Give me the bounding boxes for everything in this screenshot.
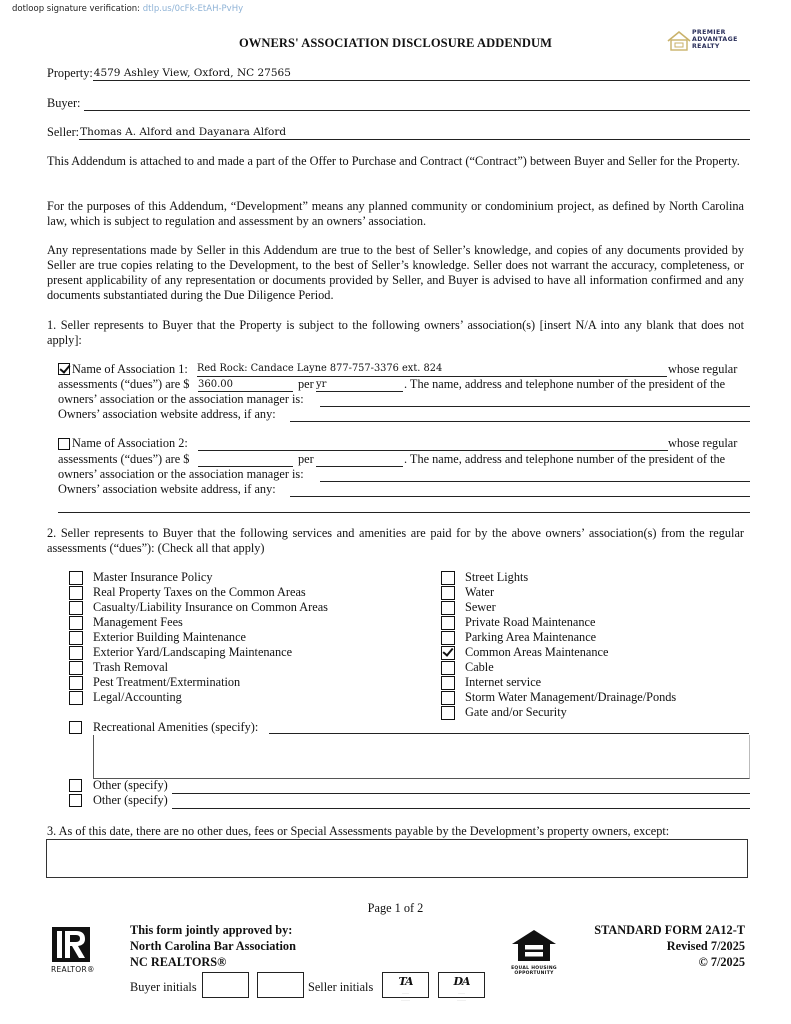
association-1-manager-input[interactable] bbox=[320, 392, 750, 407]
association-2-per-input[interactable] bbox=[316, 452, 403, 467]
service-checkbox[interactable] bbox=[441, 646, 455, 660]
association-2-manager-input[interactable] bbox=[320, 467, 750, 482]
service-label: Street Lights bbox=[465, 570, 529, 584]
verification-link[interactable]: dtlp.us/0cFk-EtAH-PvHy bbox=[142, 4, 244, 14]
service-checkbox[interactable] bbox=[69, 586, 83, 600]
association-1-manager-label: owners’ association or the association manager is: bbox=[58, 392, 304, 406]
form-copyright: © 7/2025 bbox=[698, 955, 745, 969]
seller-field bbox=[47, 124, 750, 140]
form-number: STANDARD FORM 2A12-T bbox=[594, 923, 745, 937]
section-2-heading: 2. Seller represents to Buyer that the following services and amenities are paid for by the above owners’ association(s) from the regular assessments (“dues”): (Check all that apply) bbox=[47, 526, 744, 555]
buyer-field bbox=[47, 95, 750, 111]
service-checkbox[interactable] bbox=[441, 631, 455, 645]
association-2-whose-text: whose regular bbox=[668, 436, 738, 450]
service-checkbox[interactable] bbox=[69, 631, 83, 645]
association-1-name-input[interactable]: Red Rock: Candace Layne 877-757-3376 ext. 824 bbox=[197, 362, 667, 377]
service-checkbox[interactable] bbox=[441, 706, 455, 720]
signature-verification bbox=[12, 4, 243, 14]
page-number: Page 1 of 2 bbox=[367, 901, 424, 915]
buyer-initials-label: Buyer initials bbox=[130, 980, 197, 994]
exceptions-input[interactable] bbox=[46, 839, 748, 878]
service-checkbox[interactable] bbox=[441, 676, 455, 690]
association-1-per-input[interactable]: yr bbox=[316, 377, 403, 392]
association-1-president-text: . The name, address and telephone number of the president of the bbox=[404, 377, 726, 391]
association-1-checkbox[interactable] bbox=[58, 363, 70, 375]
association-2-name-input[interactable] bbox=[198, 436, 668, 451]
seller-initials-1[interactable] bbox=[382, 972, 429, 1002]
form-info bbox=[594, 922, 745, 970]
section-3-heading: 3. As of this date, there are no other dues, fees or Special Assessments payable by the Development’s property owners, except: bbox=[47, 824, 670, 838]
buyer-initials-2[interactable] bbox=[257, 972, 304, 998]
association-2-dues-label: assessments (“dues”) are $ bbox=[58, 452, 190, 466]
eho-text-1: EQUAL HOUSING bbox=[511, 966, 557, 971]
association-1-dues-label: assessments (“dues”) are $ bbox=[58, 377, 190, 391]
association-2-extra-line[interactable] bbox=[58, 498, 750, 513]
association-1-dues-input[interactable]: 360.00 bbox=[198, 377, 293, 392]
service-label: Master Insurance Policy bbox=[93, 570, 213, 584]
realtor-logo-text: REALTOR® bbox=[51, 965, 95, 974]
association-1-website-label: Owners’ association website address, if any: bbox=[58, 407, 276, 421]
other-1-checkbox[interactable] bbox=[69, 779, 82, 792]
association-2-dues-input[interactable] bbox=[198, 452, 293, 467]
service-checkbox[interactable] bbox=[69, 646, 83, 660]
service-label: Pest Treatment/Extermination bbox=[93, 675, 241, 689]
service-label: Sewer bbox=[465, 600, 496, 614]
other-2-label: Other (specify) bbox=[93, 793, 168, 807]
seller-initials-2[interactable] bbox=[438, 972, 485, 1002]
service-checkbox[interactable] bbox=[69, 691, 83, 705]
paragraph-definition: For the purposes of this Addendum, “Development” means any planned community or condominium project, as defined by North Carolina law, which is subject to regulation and assessment by an owners’ association. bbox=[47, 199, 744, 228]
association-2-name-label: Name of Association 2: bbox=[72, 436, 188, 450]
service-checkbox[interactable] bbox=[441, 586, 455, 600]
paragraph-representations: Any representations made by Seller in this Addendum are true to the best of Seller’s knowledge, and copies of any documents provided by Seller are true copies relating to the Development, to the best of Seller’s knowledge. Seller does not warrant the accuracy, completeness, or present applicability of any representation or documents provided by Seller, and Buyer is advised to have all information confirmed and any documents substantiated during the Due Diligence Period. bbox=[47, 243, 744, 302]
service-label: Real Property Taxes on the Common Areas bbox=[93, 585, 306, 599]
service-label: Exterior Yard/Landscaping Maintenance bbox=[93, 645, 293, 659]
approved-line-2: North Carolina Bar Association bbox=[130, 939, 296, 953]
logo-line-1: PREMIER bbox=[692, 29, 726, 36]
service-checkbox[interactable] bbox=[69, 616, 83, 630]
seller-initials-label: Seller initials bbox=[308, 980, 374, 994]
realtor-r-icon bbox=[52, 927, 92, 965]
service-label: Common Areas Maintenance bbox=[465, 645, 609, 659]
page-title: OWNERS' ASSOCIATION DISCLOSURE ADDENDUM bbox=[238, 36, 553, 50]
approved-by bbox=[130, 922, 296, 970]
dotloop-verified-stamp-2: ······· ········ ········· bbox=[457, 991, 466, 1002]
other-2-checkbox[interactable] bbox=[69, 794, 82, 807]
service-label: Casualty/Liability Insurance on Common Areas bbox=[93, 600, 328, 614]
realtor-logo bbox=[52, 927, 92, 965]
service-label: Water bbox=[465, 585, 495, 599]
service-label: Storm Water Management/Drainage/Ponds bbox=[465, 690, 677, 704]
seller-input[interactable]: Thomas A. Alford and Dayanara Alford bbox=[79, 125, 750, 140]
brand-logo bbox=[664, 28, 744, 54]
seller-initials-2-signature: DA bbox=[453, 975, 470, 988]
service-label: Private Road Maintenance bbox=[465, 615, 596, 629]
buyer-input[interactable] bbox=[84, 96, 750, 111]
association-2-president-text: . The name, address and telephone number of the president of the bbox=[404, 452, 726, 466]
association-1-name-row bbox=[72, 362, 188, 377]
other-1-input[interactable] bbox=[172, 779, 750, 794]
seller-initials-1-signature: TA bbox=[398, 975, 413, 988]
association-1-website-input[interactable] bbox=[290, 407, 750, 422]
service-label: Legal/Accounting bbox=[93, 690, 182, 704]
service-checkbox[interactable] bbox=[441, 661, 455, 675]
association-1-whose-text: whose regular bbox=[668, 362, 738, 376]
recreational-checkbox[interactable] bbox=[69, 721, 82, 734]
association-1-name-label: Name of Association 1: bbox=[72, 362, 188, 376]
service-checkbox[interactable] bbox=[441, 571, 455, 585]
other-2-input[interactable] bbox=[172, 794, 750, 809]
service-checkbox[interactable] bbox=[69, 676, 83, 690]
recreational-input[interactable] bbox=[93, 735, 750, 779]
section-1-heading: 1. Seller represents to Buyer that the Property is subject to the following owners’ association(s) [insert N/A into any blank that does not apply]: bbox=[47, 318, 744, 347]
service-checkbox[interactable] bbox=[441, 691, 455, 705]
recreational-label: Recreational Amenities (specify): bbox=[93, 720, 259, 734]
association-2-checkbox[interactable] bbox=[58, 438, 70, 450]
service-checkbox[interactable] bbox=[69, 661, 83, 675]
recreational-line bbox=[269, 719, 749, 734]
service-label: Parking Area Maintenance bbox=[465, 630, 597, 644]
property-input[interactable]: 4579 Ashley View, Oxford, NC 27565 bbox=[93, 66, 750, 81]
service-label: Exterior Building Maintenance bbox=[93, 630, 246, 644]
association-2-website-label: Owners’ association website address, if any: bbox=[58, 482, 276, 496]
property-label: Property: bbox=[47, 66, 93, 80]
logo-line-3: REALTY bbox=[692, 43, 720, 50]
service-label: Management Fees bbox=[93, 615, 183, 629]
service-checkbox[interactable] bbox=[69, 601, 83, 615]
service-checkbox[interactable] bbox=[441, 601, 455, 615]
service-checkbox[interactable] bbox=[441, 616, 455, 630]
service-label: Internet service bbox=[465, 675, 542, 689]
verification-label: dotloop signature verification: bbox=[12, 4, 141, 14]
approved-line-1: This form jointly approved by: bbox=[130, 923, 293, 937]
association-1-per-label: per bbox=[298, 377, 314, 391]
approved-line-3: NC REALTORS® bbox=[130, 955, 227, 969]
association-2-manager-label: owners’ association or the association manager is: bbox=[58, 467, 304, 481]
form-revised: Revised 7/2025 bbox=[666, 939, 745, 953]
buyer-label: Buyer: bbox=[47, 96, 81, 110]
dotloop-verified-stamp-1: ······· ········ ········· bbox=[401, 991, 410, 1002]
other-1-label: Other (specify) bbox=[93, 778, 168, 792]
equal-housing-icon bbox=[510, 928, 558, 962]
service-checkbox[interactable] bbox=[69, 571, 83, 585]
property-field bbox=[47, 65, 750, 81]
seller-label: Seller: bbox=[47, 125, 80, 139]
paragraph-intro: This Addendum is attached to and made a part of the Offer to Purchase and Contract (“Contract”) between Buyer and Seller for the Property. bbox=[47, 154, 740, 168]
buyer-initials-1[interactable] bbox=[202, 972, 249, 998]
service-label: Cable bbox=[465, 660, 494, 674]
service-label: Trash Removal bbox=[93, 660, 169, 674]
house-logo-icon bbox=[666, 30, 692, 52]
association-2-per-label: per bbox=[298, 452, 314, 466]
service-label: Gate and/or Security bbox=[465, 705, 567, 719]
association-2-website-input[interactable] bbox=[290, 482, 750, 497]
equal-housing-logo bbox=[510, 928, 558, 974]
logo-line-2: ADVANTAGE bbox=[692, 36, 738, 43]
eho-text-2: OPPORTUNITY bbox=[514, 971, 554, 976]
